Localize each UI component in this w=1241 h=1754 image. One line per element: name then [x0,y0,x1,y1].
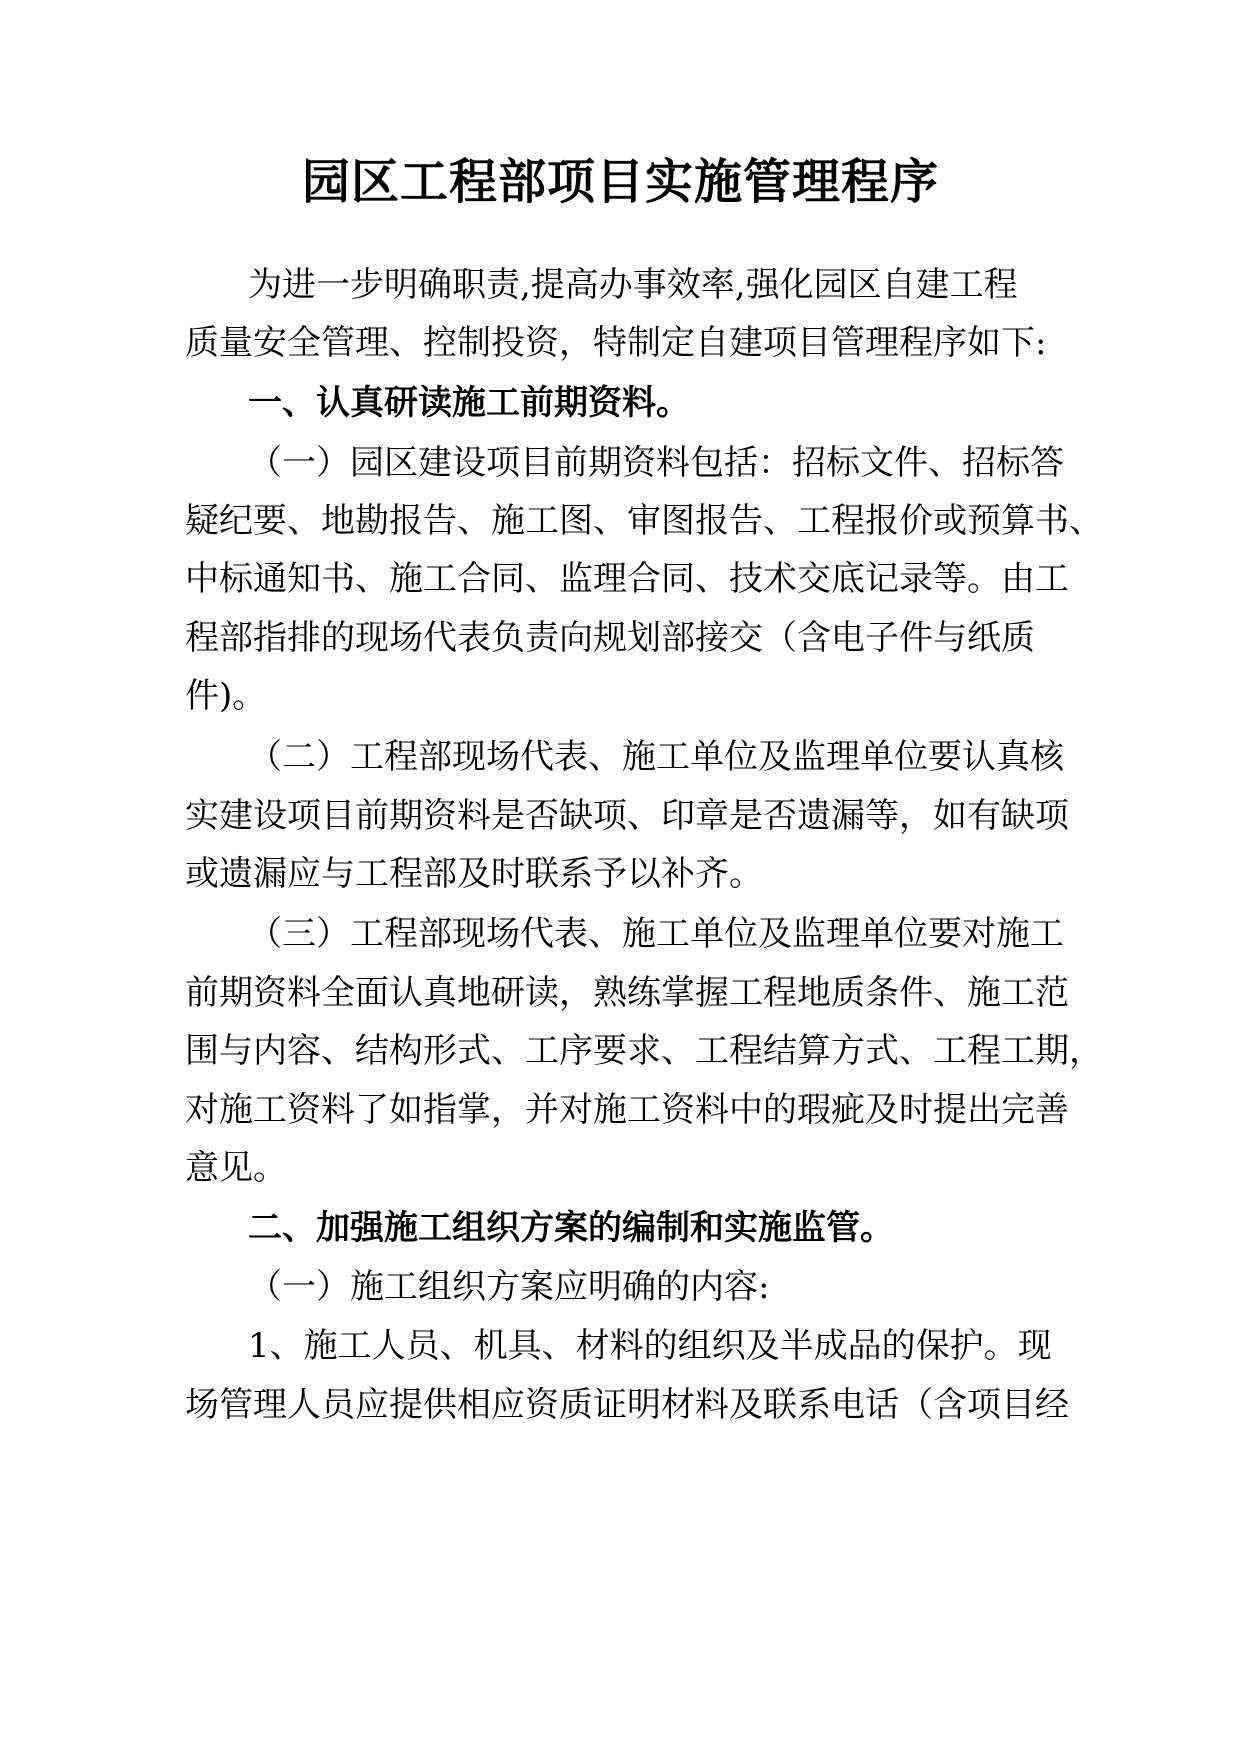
body-line: 对施工资料了如指掌，并对施工资料中的瑕疵及时提出完善 [185,1090,1069,1130]
document-title: 园区工程部项目实施管理程序 [301,154,939,210]
section-heading-1: 一、认真研读施工前期资料。 [248,383,690,423]
body-line: 程部指排的现场代表负责向规划部接交（含电子件与纸质 [185,618,1035,658]
body-line: 围与内容、结构形式、工序要求、工程结算方式、工程工期， [185,1031,1103,1071]
body-line: （二）工程部现场代表、施工单位及监理单位要认真核 [248,737,1064,777]
body-line: （三）工程部现场代表、施工单位及监理单位要对施工 [248,914,1064,954]
section-heading-2: 二、加强施工组织方案的编制和实施监管。 [248,1208,894,1248]
body-line: 实建设项目前期资料是否缺项、印章是否遗漏等，如有缺项 [185,796,1069,836]
body-line: （一）施工组织方案应明确的内容: [248,1267,770,1307]
body-line: 1、施工人员、机具、材料的组织及半成品的保护。现 [248,1326,1052,1366]
body-line: 质量安全管理、控制投资，特制定自建项目管理程序如下: [185,323,1047,363]
body-line: 中标通知书、施工合同、监理合同、技术交底记录等。由工 [185,559,1069,599]
body-line: 为进一步明确职责,提高办事效率,强化园区自建工程 [248,265,1018,305]
body-line: 或遗漏应与工程部及时联系予以补齐。 [185,854,763,894]
body-line: 件)。 [185,676,267,716]
body-line: 前期资料全面认真地研读，熟练掌握工程地质条件、施工范 [185,973,1069,1013]
body-line: （一）园区建设项目前期资料包括：招标文件、招标答 [248,443,1064,483]
body-line: 场管理人员应提供相应资质证明材料及联系电话（含项目经 [185,1385,1069,1425]
body-line: 意见。 [185,1148,287,1188]
body-line: 疑纪要、地勘报告、施工图、审图报告、工程报价或预算书、 [185,501,1103,541]
